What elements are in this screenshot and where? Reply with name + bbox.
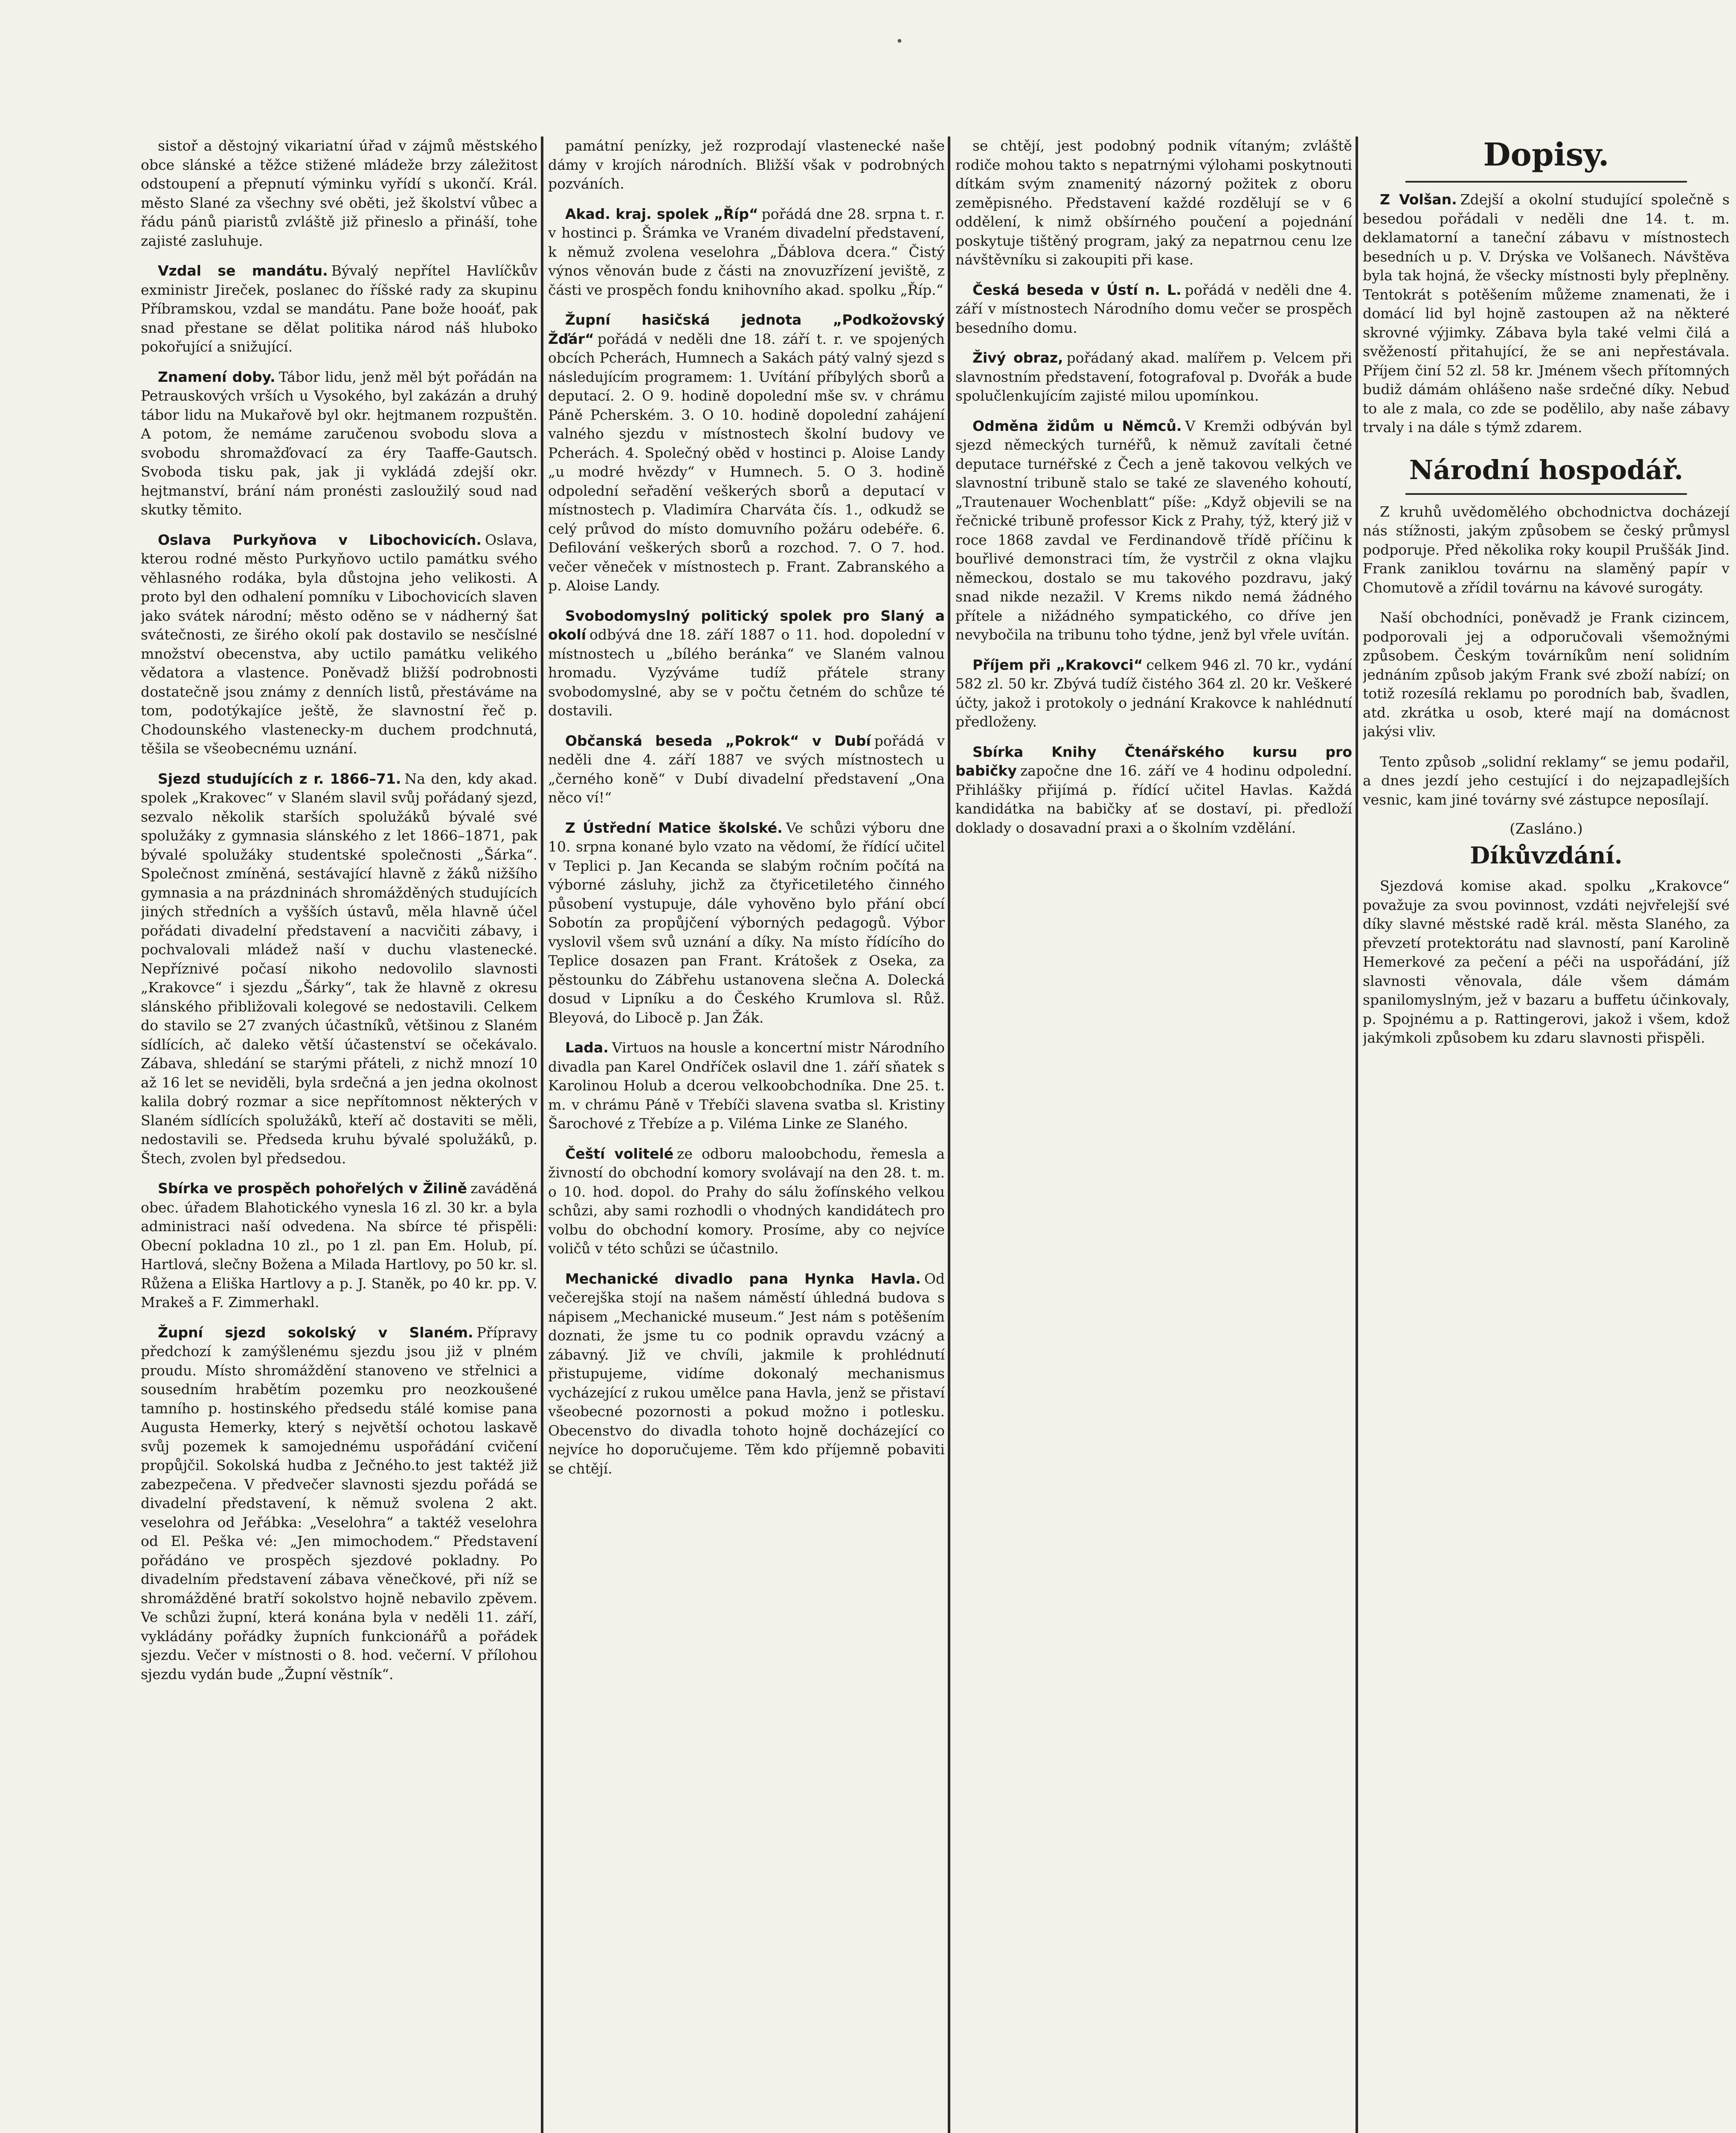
article — [548, 137, 945, 194]
article-body — [1363, 190, 1730, 437]
article — [955, 349, 1352, 406]
article-body — [141, 531, 537, 758]
article-text: ze odboru maloobchodu, řemesla a živností do obchodní komory svolávají na den 28. t. m. o 10. hod. dopol. do Prahy do sálu žofínského velkou schůzi, aby sami rozhodli o vhodných kandidátech pro volbu do obchodní komory. Prosíme, aby co nejvíce voličů v této schůzi se účastnilo. — [548, 1145, 945, 1257]
article-text: Ve schůzi výboru dne 10. srpna konané bylo vzato na vědomí, že řídící učitel v Teplici p. Jan Kecanda se slabým ročním počítá na výborné zásluhy, jichž za čtyřicetiletého činného působení vystupuje, dále vyhověno bylo přání obcí Sobotín za propůjčení výborných pedagogů. Výbor vyslovil všem svů uznání a díky. Na místo řídícího do Teplice dosazen pan Frant. Krátošek z Oseka, za pěstounku do Zábřehu ustanovena slečna A. Dolecká dosud v Lipníku a do Českého Krumlova sl. Růž. Bleyová, do Libocě p. Jan Žák. — [548, 819, 945, 1026]
article-body — [548, 311, 945, 596]
article-body — [955, 656, 1352, 732]
article-title: Z Ústřední Matice školské. — [565, 819, 783, 836]
article-text: Naší obchodníci, poněvadž je Frank cizincem, podporovali jej a odporučovali všemožnými způsobem. Českým továrníkům není solidním jednáním způsob jakým Frank své zboží nabízí; on totiž rozesílá reklamu po porodních bab, švadlen, atd. zkrátka u osob, které mají na domácnost jakýsi vliv. — [1363, 609, 1730, 740]
article-body — [548, 607, 945, 721]
article-body — [548, 732, 945, 808]
article-title: Sbírka ve prospěch pohořelých v Žilině — [158, 1180, 467, 1197]
column-4 — [1363, 137, 1730, 2133]
article-title: Mechanické divadlo pana Hynka Havla. — [565, 1270, 921, 1287]
article-body — [1363, 608, 1730, 741]
article-text: V Kremži odbýván byl sjezd německých turnéřů, k němuž zavítali četné deputace turnéřské z Čech a jeně takovou velkých ve slavnostní tribuně stalo se také ze slaveného kohoutí, „Trautenauer Wochenblatt“ píše: „Když objevili se na řečnické tribuně professor Kick z Prahy, týž, který již v roce 1868 zavdal ve Ferdinandově třídě příčinu k bouřlivé demonstraci tím, že vystrčil z okna vlajku německou, dostalo se mu takového pozdravu, jaký snad nikde nezažil. V Krems nikdo nemá žádného přítele a nižádného sympatického, co dříve jen nevybočila na tribunu toho týdne, jenž byl vřele uvítán. — [955, 417, 1352, 643]
article — [548, 311, 945, 596]
heading-rule — [1405, 493, 1687, 495]
article — [1363, 503, 1730, 598]
article-title: Sbírka Knihy Čtenářského kursu pro babičky — [955, 743, 1352, 779]
article-text: Na den, kdy akad. spolek „Krakovec“ v Slaném slavil svůj pořádaný sjezd, sezvalo několik starších spolužáků bývalé své spolužáky z gymnasia slánského z let 1866–1871, pak bývalé spolužáky studentské společnosti „Šárka“. Společnost zmíněná, sestávající hlavně z žáků nižšího gymnasia a na prázdninách shromážděných studujících jiných středních a vyšších ústavů, měla hlavně účel pořádati divadelní představení a nacvičiti zábavy, i pochvalovali mládež naší v duchu vlastenecké. Nepříznivé počasí nikoho nedovolilo slavnosti „Krakovce“ i sjezdu „Šárky“, tak že hlavně z okresu slánského přibližovali kolegové se nedostavili. Celkem do stavilo se 27 zvaných účastníků, většinou z Slaném sídlících, ač daleko větší účastenství se očekávalo. Zábava, shledání se starými přáteli, z nichž mnozí 10 až 16 let se neviděli, byla srdečná a jen jedna okolnost kalila dobrý rozmar a sice nepřítomnost některých v Slaném sídlících spolužáků, kteří ač dostaviti se měli, nedostavili se. Předseda kruhu bývalé spolužáků, p. Štech, zvolen byl předsedou. — [141, 770, 537, 1167]
article — [548, 1270, 945, 1479]
article — [141, 1179, 537, 1312]
article — [1363, 190, 1730, 437]
article-title: Župní hasičská jednota „Podkožovský Žďár“ — [548, 311, 945, 347]
article-text: zaváděná obec. úřadem Blahotického vynesla 16 zl. 30 kr. a byla administraci naší odvedena. Na sbírce té přispěli: Obecní pokladna 10 zl., po 1 zl. pan Em. Holub, pí. Hartlová, slečny Božena a Milada Hartlovy, po 50 kr. sl. Růžena a Eliška Hartlovy a p. J. Staněk, po 40 kr. pp. V. Mrakeš a F. Zimmerhakl. — [141, 1180, 537, 1311]
column-rule — [1356, 137, 1358, 2133]
article-body — [141, 1323, 537, 1684]
article-text: pořádá dne 28. srpna t. r. v hostinci p. Šrámka ve Vraném divadelní představení, k němuž zvolena veselohra „Ďáblova dcera.“ Čistý výnos věnován bude z části na znovuzřízení jeviště, z části ve prospěch fondu knihovního akad. spolku „Říp.“ — [548, 205, 945, 298]
article — [1363, 608, 1730, 741]
article — [141, 262, 537, 357]
article — [955, 656, 1352, 732]
article — [1363, 753, 1730, 810]
article — [548, 819, 945, 1028]
article-body — [141, 1179, 537, 1312]
column-rule — [541, 137, 543, 2133]
column-rule — [948, 137, 950, 2133]
article-text: Z kruhů uvědomělého obchodnictva docházejí nás stížnosti, jakým způsobem se český průmysl podporuje. Před několika roky koupil Pruššák Jind. Frank zaniklou továrnu na slaměný papír v Chomutově a zřídil továrnu na kávové surogáty. — [1363, 503, 1730, 596]
article-text: Zdejší a okolní studující společně s besedou pořádali v neděli dne 14. t. m. deklamatorní a taneční zábavu v místnostech besedních u p. V. Drýska ve Volšanech. Návštěva byla tak hojná, že všecky místnosti byly přeplněny. Tentokrát s potěšením můžeme znamenati, že i domácí lid byl hojně zastoupen až na některé skrovné výjimky. Zábava byla také velmi čilá a svěžeností přitahující, že se ani nepřestávala. Příjem činí 52 zl. 58 kr. Jménem všech přítomných budiž dámám ohlášeno naše srdečné díky. Nebuď to ale z mala, co zde se podělilo, aby naše zábavy trvaly i na dále s týmž zdarem. — [1363, 191, 1730, 436]
article — [548, 1038, 945, 1133]
article-text: Sjezdová komise akad. spolku „Krakovce“ považuje za svou povinnost, vzdáti nejvřelejší své díky slavné městské radě král. města Slaného, za převzetí protektorátu nad slavností, paní Karolině Hemerkové za pečení a péči na uspořádání, jíž slavnosti věnovala, dále všem dámám spanilomyslným, jež v bazaru a buffetu účinkovaly, p. Spojnému a p. Rattingerovi, jakož i všem, kdož jakýmkoli způsobem ku zdaru slavnosti přispěli. — [1363, 878, 1730, 1046]
article-text: Tábor lidu, jenž měl být pořádán na Petrauskových vrších u Vysokého, byl zakázán a druhý tábor lidu na Mukařově byl okr. hejtmanem rozpuštěn. A potom, že nemáme zaručenou svobodu slova a svobodu shromažďovací za éry Taaffe-Gautsch. Svoboda tisku pak, jak ji vykládá zdejší okr. hejtmanství, brání nám pronésti zasloužilý soud nad skutky těmito. — [141, 368, 537, 518]
article-body — [141, 262, 537, 357]
article-title: Čeští volitelé — [565, 1145, 674, 1162]
article-title: Občanská beseda „Pokrok“ v Dubí — [565, 732, 871, 749]
article-body — [1363, 503, 1730, 598]
article-title: Znamení doby. — [158, 368, 276, 385]
article-text: se chtějí, jest podobný podnik vítaným; zvláště rodiče mohou takto s nepatrnými výlohami poskytnouti dítkám svým znamenitý názorný požitek z oboru zeměpisného. Představení každé rozdělují se v 6 oddělení, k nimž obšírného poučení a pojednání poskytuje tištěný program, jaký za nepatrnou cenu lze návštěvníku si zakoupiti při kase. — [955, 137, 1352, 268]
article-body — [141, 368, 537, 520]
article-text: pořádá v neděli dne 18. září t. r. ve spojených obcích Pcherách, Humnech a Sakách pátý valný sjezd s následujícím programem: 1. Uvítání příbylých sborů a deputací. 2. O 9. hodině dopolední mše sv. v chrámu Páně Pcherském. 3. O 10. hodině dopolední zahájení valného sjezdu v místnostech školní budovy ve Pcherách. 4. Společný oběd v hostinci p. Aloise Landy „u modré hvězdy“ v Humnech. 5. O 3. hodině odpolední seřadění veškerých sborů a deputací v místnostech p. Vladimíra Charváta čís. 1., odkudž se celý průvod do místo domuvního požáru odebéře. 6. Defilování veškerých sborů a rozchod. 7. O 7. hod. večer věneček v místnostech p. Frant. Zabranského a p. Aloise Landy. — [548, 330, 945, 594]
column-1 — [141, 137, 537, 2133]
article-body — [141, 770, 537, 1168]
article-text: pořádá v neděli dne 4. září 1887 ve svých místnostech u „černého koně“ v Dubí divadelní představení „Ona něco ví!“ — [548, 732, 945, 806]
article-body — [548, 205, 945, 300]
article — [955, 137, 1352, 270]
article — [141, 531, 537, 758]
dikuvzdani-articles — [1363, 877, 1730, 1048]
article-body — [955, 417, 1352, 645]
article-body — [955, 137, 1352, 270]
article-title: Svobodomyslný politický spolek pro Slaný a okolí — [548, 607, 945, 643]
article-title: Česká beseda v Ústí n. L. — [973, 281, 1182, 298]
article-text: památní penízky, jež rozprodají vlastenecké naše dámy v krojích národních. Bližší však v podrobných pozváních. — [548, 137, 945, 192]
article-body — [548, 819, 945, 1028]
article-body — [548, 1038, 945, 1133]
article-title: Akad. kraj. spolek „Říp“ — [565, 205, 758, 222]
narodni-hospodar-articles — [1363, 503, 1730, 810]
article-body — [1363, 877, 1730, 1048]
article — [955, 743, 1352, 838]
article-title: Z Volšan. — [1380, 191, 1457, 208]
article-text: Virtuos na housle a koncertní mistr Národního divadla pan Karel Ondříček oslavil dne 1. září sňatek s Karolinou Holub a dcerou velkoobchodníka. Dne 25. t. m. v chrámu Páně v Třebíči slavena svatba sl. Kristiny Šarochové z Třebíze a p. Viléma Linke ze Slaného. — [548, 1039, 945, 1132]
section-heading-dikuvzdani: Díkůvzdání. — [1470, 842, 1623, 869]
article-text: celkem 946 zl. 70 kr., vydání 582 zl. 50 kr. Zbývá tudíž čistého 364 zl. 20 kr. Veškeré účty, jakož i protokoly o jednání Krakovce k nahlédnutí předloženy. — [955, 656, 1352, 730]
article-text: započne dne 16. září ve 4 hodinu odpolední. Přihlášky přijímá p. řídící učitel Havlas. Každá kandidátka na babičky ať se dostaví, pi. předloží doklady o dosavadní praxi a o školním vzdělání. — [955, 762, 1352, 836]
article — [141, 137, 537, 250]
article — [955, 281, 1352, 338]
article-body — [548, 1145, 945, 1258]
article-text: pořádá v neděli dne 4. září v místnostech Národního domu večer se prospěch besedního domu. — [955, 281, 1352, 336]
article-text: Přípravy předchozí k zamýšlenému sjezdu jsou již v plném proudu. Místo shromáždění stanoveno ve střelnici a sousedním hrabětím pozemku pro neozkoušené tamního p. hostinského předsedu stálé komise pana Augusta Hemerky, který s největší ochotou laskavě svůj pozemek k samojednému uspořádání cvičení propůjčil. Sokolská hudba z Ječného.to jest taktéž již zabezpečena. V předvečer slavnosti sjezdu pořádá se divadelní představení, k němuž svolena 2 akt. veselohra od Jeřábka: „Veselohra“ a taktéž veselohra od El. Peška vé: „Jen mimochodem.“ Představení pořádáno ve prospěch sjezdové pokladny. Po divadelním představení zábava věnečkové, při níž se shromážděné bratří sokolstvo hojně nebavilo zpěvem. Ve schůzi župní, která konána byla v neděli 11. září, vykládány pořádky župních funkcionářů a pořádek sjezdu. Večer v místnosti o 8. hod. večerní. V přílohou sjezdu vydán bude „Župní věstník“. — [141, 1324, 537, 1683]
article-text: sistoř a děstojný vikariatní úřad v zájmů městského obce slánské a těžce stižené mládeže brzy záležitost odstoupení a přepnutí výminku vyřídí s ukončí. Král. město Slané za všechny své oběti, jež školství vůbec a řádu pánů piaristů zvláště již přineslo a přináší, tohe zajisté zasluhuje. — [141, 137, 537, 249]
heading-rule — [1405, 181, 1687, 183]
column-2 — [548, 137, 945, 2133]
article-body — [955, 349, 1352, 406]
article-title: Vzdal se mandátu. — [158, 262, 328, 279]
article-title: Sjezd studujících z r. 1866–71. — [158, 770, 401, 787]
article-text: Oslava, kterou rodné město Purkyňovo uctilo památku svého věhlasného rodáka, byla důstojna jeho velikosti. A proto byl den odhalení pomníku v Libochovicích slaven jako svátek národní; město oděno se v nádherný šat svátečnosti, ze širého okolí pak dostavilo se nesčíslné množství obecenstva, aby uctilo památku velikého vědatora a vlastence. Poněvadž bližší podrobnosti dostatečně jsou známy z denních listů, přestáváme na tom, podotýkajíce ještě, že slavnostní řeč p. Chodounského vlastenecky-m duchem prodchnutá, těšila se všeobecnému uznání. — [141, 531, 537, 757]
article — [141, 368, 537, 520]
column-3 — [955, 137, 1352, 2133]
article — [548, 205, 945, 300]
article-title: Odměna židům u Němců. — [973, 417, 1182, 434]
section-heading-narodni-hospodar: Národní hospodář. — [1409, 454, 1684, 485]
article-body — [548, 137, 945, 194]
article — [548, 732, 945, 808]
article-title: Živý obraz, — [973, 349, 1063, 366]
article — [1363, 877, 1730, 1048]
zaslano-label: (Zasláno.) — [1510, 820, 1583, 837]
article-body — [1363, 753, 1730, 810]
article-text: Od večerejška stojí na našem náměstí úhledná budova s nápisem „Mechanické museum.“ Jest nám s potěšením doznati, že jsme tu co podnik opravdu vzácný a zábavný. Již ve chvíli, jakmile k prohlédnutí přistupujeme, vidíme dokonalý mechanismus vycházející z rukou umělce pana Havla, jenž se přistaví všeobecné pozornosti a pokud možno i potlesku. Obecenstvo do divadla tohoto hojně docházející co nejvíce ho doporučujeme. Těm kdo příjemně pobaviti se chtějí. — [548, 1270, 945, 1477]
article-text: Bývalý nepřítel Havlíčkův exministr Jireček, poslanec do říšské rady za skupinu Příbramskou, vzdal se mandátu. Pane bože hooáť, pak snad přestane se dělat politika národ náš hluboko pokořující a snižující. — [141, 262, 537, 355]
article-title: Župní sjezd sokolský v Slaném. — [158, 1324, 473, 1341]
article-body — [955, 743, 1352, 838]
article — [955, 417, 1352, 645]
article — [548, 607, 945, 721]
article-body — [548, 1270, 945, 1479]
article-text: Tento způsob „solidní reklamy“ se jemu podařil, a dnes jezdí jeho cestující i do nejzapadlejších vesnic, kam jiné továrny své zástupce neposílají. — [1363, 753, 1730, 808]
top-mark: • — [896, 34, 903, 49]
section-heading-dopisy: Dopisy. — [1483, 137, 1609, 173]
article — [141, 770, 537, 1168]
dopisy-articles — [1363, 190, 1730, 437]
article-text: pořádaný akad. malířem p. Velcem při slavnostním představení, fotografoval p. Dvořák a bude spolučlenkujícím zajisté milou upomínkou. — [955, 349, 1352, 404]
article-body — [955, 281, 1352, 338]
article — [548, 1145, 945, 1258]
article-text: odbývá dne 18. září 1887 o 11. hod. dopolední v místnostech u „bílého beránka“ ve Slaném valnou hromadu. Vyzýváme tudíž přátele strany svobodomyslné, aby se v počtu četném do schůze té dostavili. — [548, 626, 945, 719]
article — [141, 1323, 537, 1684]
article-body — [141, 137, 537, 250]
article-title: Lada. — [565, 1039, 609, 1056]
article-title: Příjem při „Krakovci“ — [973, 656, 1143, 673]
article-title: Oslava Purkyňova v Libochovicích. — [158, 531, 482, 548]
